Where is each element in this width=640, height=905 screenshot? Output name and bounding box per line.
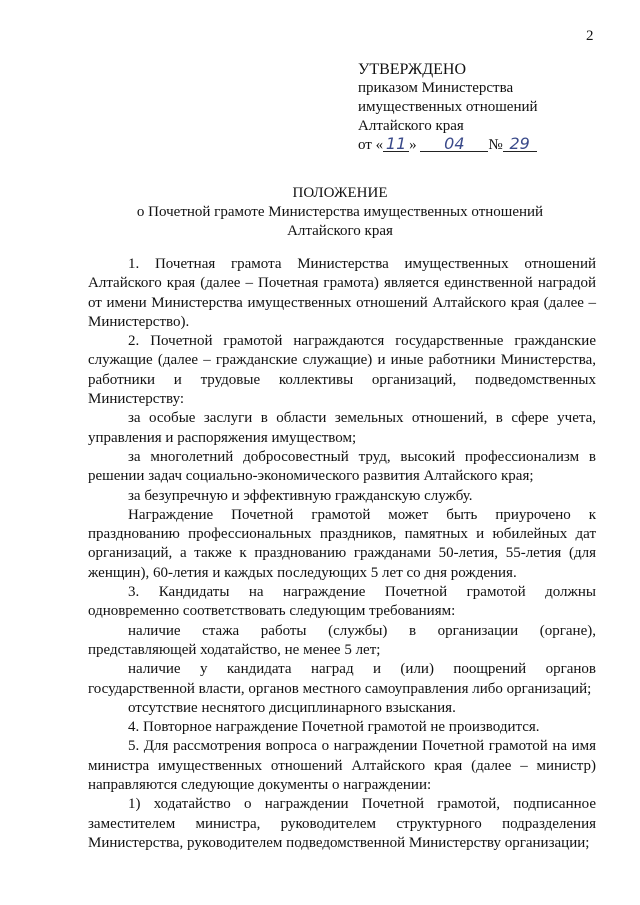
paragraph: наличие у кандидата наград и (или) поощрений органов государственной власти, органов местного самоуправления либо организаций;: [88, 661, 596, 697]
approval-date-line: [358, 136, 538, 155]
approval-line-3: Алтайского края: [358, 118, 464, 134]
approval-line-1: приказом Министерства: [358, 80, 514, 96]
handwritten-number: 29: [503, 136, 537, 152]
paragraph: 4. Повторное награждение Почетной грамотой не производится.: [128, 719, 540, 736]
approval-stamp-block: [358, 60, 538, 155]
paragraph: отсутствие неснятого дисциплинарного взыскания.: [128, 699, 456, 716]
approval-line-2: имущественных отношений: [358, 99, 538, 115]
paragraph: Награждение Почетной грамотой может быть приурочено к празднованию профессиональных праздников, памятных и юбилейных дат организаций, а также к празднованию гражданами 50-летия, 55-летия (для женщин), 60-летия и каждых последующих 5 лет со дня рождения.: [88, 506, 596, 581]
date-prefix: от «: [358, 137, 384, 153]
document-subtitle-line-2: Алтайского края: [287, 223, 393, 239]
page-number: 2: [586, 28, 594, 44]
paragraph: за многолетний добросовестный труд, высокий профессионализм в решении задач социально-экономического развития Алтайского края;: [88, 448, 596, 485]
paragraph: 1. Почетная грамота Министерства имущественных отношений Алтайского края (далее – Почетная грамота) является единственной наградой от имени Министерства имущественных отношений Алтайского края (далее – Министерство).: [88, 256, 596, 330]
paragraph: за безупречную и эффективную гражданскую службу.: [128, 487, 473, 504]
paragraph: за особые заслуги в области земельных отношений, в сфере учета, управления и распоряжения имуществом;: [88, 410, 596, 446]
handwritten-day: 11: [383, 136, 409, 152]
paragraph: 3. Кандидаты на награждение Почетной грамотой должны одновременно соответствовать следующим требованиям:: [88, 584, 596, 620]
document-heading: ПОЛОЖЕНИЕ: [292, 185, 388, 201]
paragraph: 2. Почетной грамотой награждаются государственные гражданские служащие (далее – гражданские служащие) и иные работники Министерства, работники и трудовые коллективы организаций, подведомственных Министерству:: [88, 333, 596, 408]
paragraph: 1) ходатайство о награждении Почетной грамотой, подписанное заместителем министра, руководителем структурного подразделения Министерства, руководителем подведомственной Министерству организации;: [88, 796, 596, 851]
handwritten-month: 04: [420, 136, 488, 152]
date-day-close: »: [409, 137, 417, 153]
paragraph: 5. Для рассмотрения вопроса о награждении Почетной грамотой на имя министра имущественных отношений Алтайского края (далее – министр) направляются следующие документы о награждении:: [88, 738, 596, 794]
document-body: [88, 255, 596, 853]
document-title-block: [60, 184, 620, 241]
approved-heading: УТВЕРЖДЕНО: [358, 61, 467, 78]
paragraph: наличие стажа работы (службы) в организации (органе), представляющей ходатайство, не менее 5 лет;: [88, 622, 596, 658]
document-subtitle-line-1: о Почетной грамоте Министерства имущественных отношений: [136, 204, 544, 220]
number-sign: №: [488, 137, 503, 153]
